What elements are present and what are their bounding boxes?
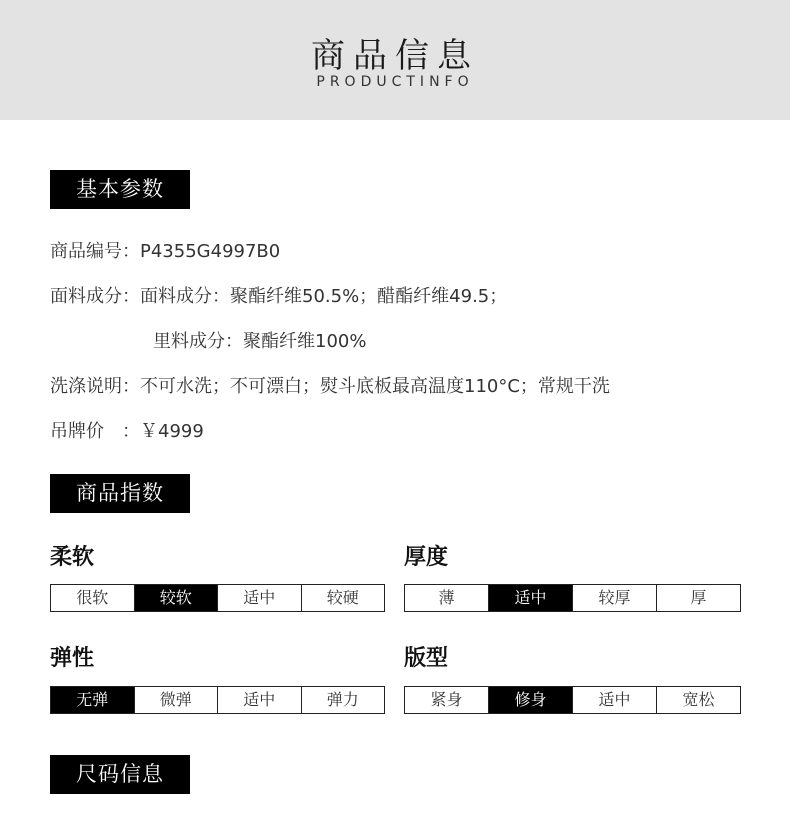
- softness-scale: [50, 584, 385, 612]
- product-code-value: P4355G4997B0: [140, 241, 281, 262]
- thickness-option: 适中: [489, 585, 573, 611]
- thickness-option: 薄: [405, 585, 489, 611]
- wash-label: 洗涤说明：: [50, 376, 140, 397]
- wash-row: [50, 372, 610, 398]
- thickness-scale: [404, 584, 741, 612]
- elasticity-option: 弹力: [326, 690, 359, 709]
- thickness-option: 厚: [690, 588, 707, 607]
- material-row: [50, 282, 507, 308]
- elasticity-option: 微弹: [135, 687, 219, 713]
- wash-value: 不可水洗；不可漂白；熨斗底板最高温度110°C；常规干洗: [140, 376, 610, 397]
- elasticity-option: 无弹: [51, 687, 135, 713]
- fit-option: 适中: [573, 687, 657, 713]
- product-code-label: 商品编号：: [50, 241, 140, 262]
- material-label: 面料成分：: [50, 286, 140, 307]
- softness-option: 适中: [218, 585, 302, 611]
- softness-option: 较软: [135, 585, 219, 611]
- fit-option: 修身: [489, 687, 573, 713]
- fit-option: 宽松: [682, 690, 715, 709]
- page-title: 商品信息: [311, 36, 479, 76]
- price-label: 吊牌价 ：: [50, 421, 140, 442]
- section-size-heading: 尺码信息: [50, 755, 190, 794]
- price-row: [50, 417, 204, 443]
- elasticity-title: 弹性: [50, 646, 95, 671]
- section-index-heading: 商品指数: [50, 474, 190, 513]
- elasticity-option: 适中: [218, 687, 302, 713]
- price-value: ￥4999: [140, 421, 204, 442]
- product-code-row: [50, 237, 280, 263]
- material-value: 面料成分：聚酯纤维50.5%；醋酯纤维49.5；: [140, 286, 508, 307]
- fit-option: 紧身: [405, 687, 489, 713]
- softness-option: 较硬: [326, 588, 359, 607]
- softness-option: 很软: [51, 585, 135, 611]
- section-basic-heading: 基本参数: [50, 170, 190, 209]
- elasticity-scale: [50, 686, 385, 714]
- thickness-title: 厚度: [404, 545, 449, 570]
- page-subtitle: PRODUCTINFO: [316, 74, 474, 90]
- page-header: [0, 0, 790, 120]
- thickness-option: 较厚: [573, 585, 657, 611]
- fit-scale: [404, 686, 741, 714]
- lining-row: [153, 327, 366, 353]
- lining-value: 里料成分：聚酯纤维100%: [153, 331, 367, 352]
- fit-title: 版型: [404, 646, 449, 671]
- softness-title: 柔软: [50, 545, 95, 570]
